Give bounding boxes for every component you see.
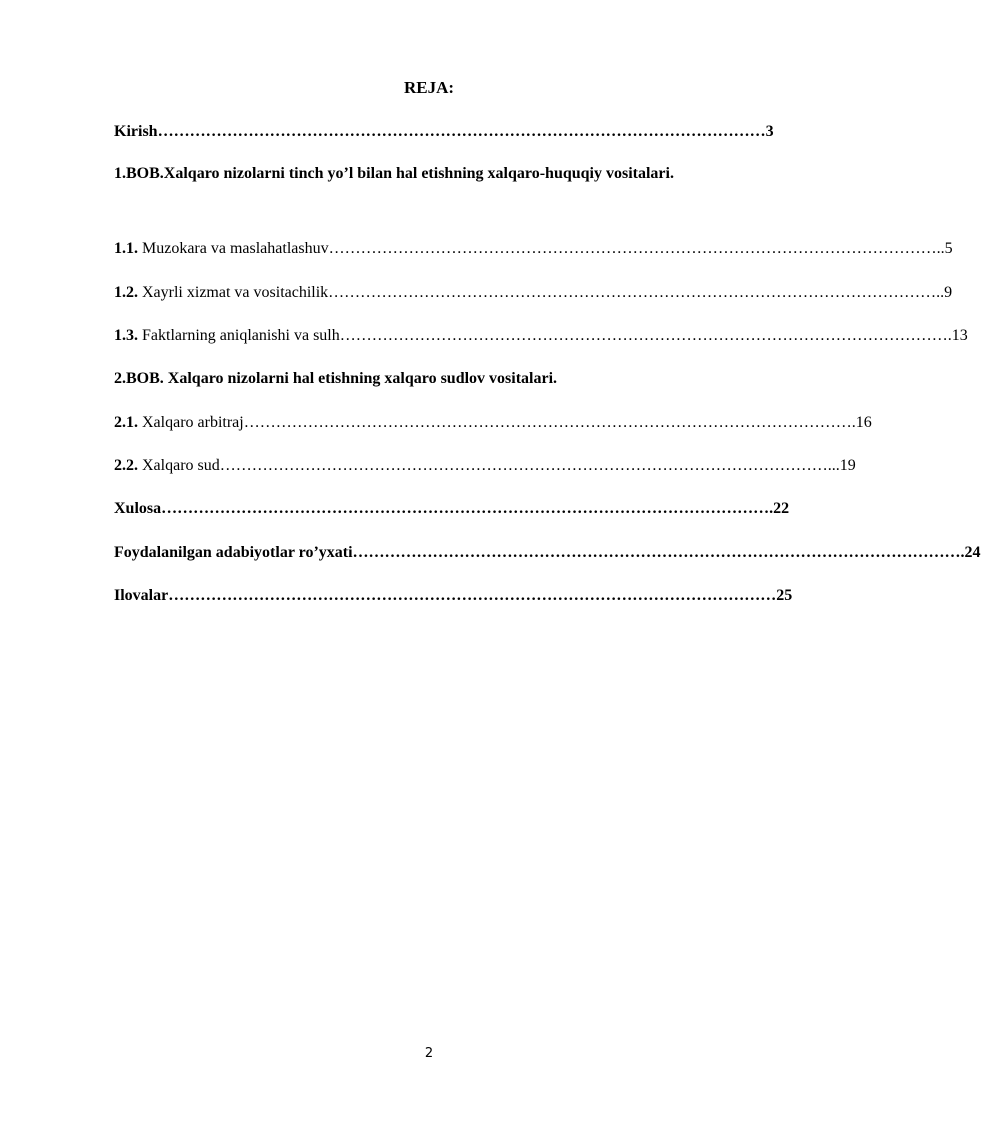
toc-entry-2-1 (114, 411, 872, 435)
toc-entry-number: 1.2. (114, 284, 138, 301)
toc-entry-page: .13 (947, 327, 968, 344)
toc-entry-number: 1.1. (114, 240, 138, 257)
toc-entry-label: Xulosa (114, 500, 162, 517)
toc-entry-number: 1.3. (114, 327, 138, 344)
toc-chapter-2 (114, 367, 742, 391)
toc-entry-kirish (114, 120, 774, 144)
toc-entry-ilovalar (114, 584, 793, 608)
toc-entry-1-3 (114, 324, 968, 348)
dot-leader: …………………………………………………………………………………………………… (168, 587, 777, 604)
toc-entry-2-2 (114, 454, 856, 478)
dot-leader: …………………………………………………………………………………………………… (339, 327, 948, 344)
toc-entry-label: 2.BOB. Xalqaro nizolarni hal etishning xalqaro sudlov vositalari. (114, 370, 558, 387)
toc-entry-1-2 (114, 281, 953, 305)
toc-entry-number: 2.2. (114, 457, 138, 474)
dot-leader: …………………………………………………………………………………………………… (161, 500, 770, 517)
dot-leader: …………………………………………………………………………………………………… (352, 544, 961, 561)
toc-chapter-1: 1.BOB.Xalqaro nizolarni tinch yo’l bilan hal etishning xalqaro-huquqiy vositalari. (114, 165, 674, 182)
toc-entry-label: Muzokara va maslahatlashuv (142, 240, 329, 257)
toc-entry-label: Foydalanilgan adabiyotlar ro’yxati (114, 544, 353, 561)
toc-entry-label: Xalqaro arbitraj (142, 414, 244, 431)
toc-entry-page: ..9 (936, 284, 953, 301)
toc-entry-page: .24 (960, 544, 981, 561)
toc-entry-label: Xalqaro sud (142, 457, 220, 474)
toc-entry-number: 2.1. (114, 414, 138, 431)
toc-entry-label: Faktlarning aniqlanishi va sulh (142, 327, 340, 344)
toc-entry-page: .16 (851, 414, 872, 431)
page-number: 2 (424, 1046, 434, 1061)
toc-entry-label: Ilovalar (114, 587, 169, 604)
dot-leader: …………………………………………………………………………………………………… (328, 240, 937, 257)
toc-entry-adabiyotlar (114, 541, 981, 565)
dot-leader: …………………………………………………………………………………………………… (328, 284, 937, 301)
toc-entry-page: 25 (776, 587, 793, 604)
toc-entry-page: ...19 (827, 457, 856, 474)
toc-entry-page: ..5 (936, 240, 953, 257)
dot-leader: …………………………………………………………………………………………………… (243, 414, 852, 431)
toc-entry-label: Kirish (114, 123, 158, 140)
dot-leader: …………………………………………………………………………………………………… (219, 457, 828, 474)
toc-entry-xulosa (114, 497, 790, 521)
toc-entry-page: .22 (769, 500, 790, 517)
toc-entry-label: Xayrli xizmat va vositachilik (142, 284, 329, 301)
page-title: REJA: (403, 78, 455, 97)
toc-entry-page: 3 (765, 123, 774, 140)
toc-entry-1-1 (114, 237, 953, 261)
dot-leader: …………………………………………………………………………………………………… (157, 123, 766, 140)
